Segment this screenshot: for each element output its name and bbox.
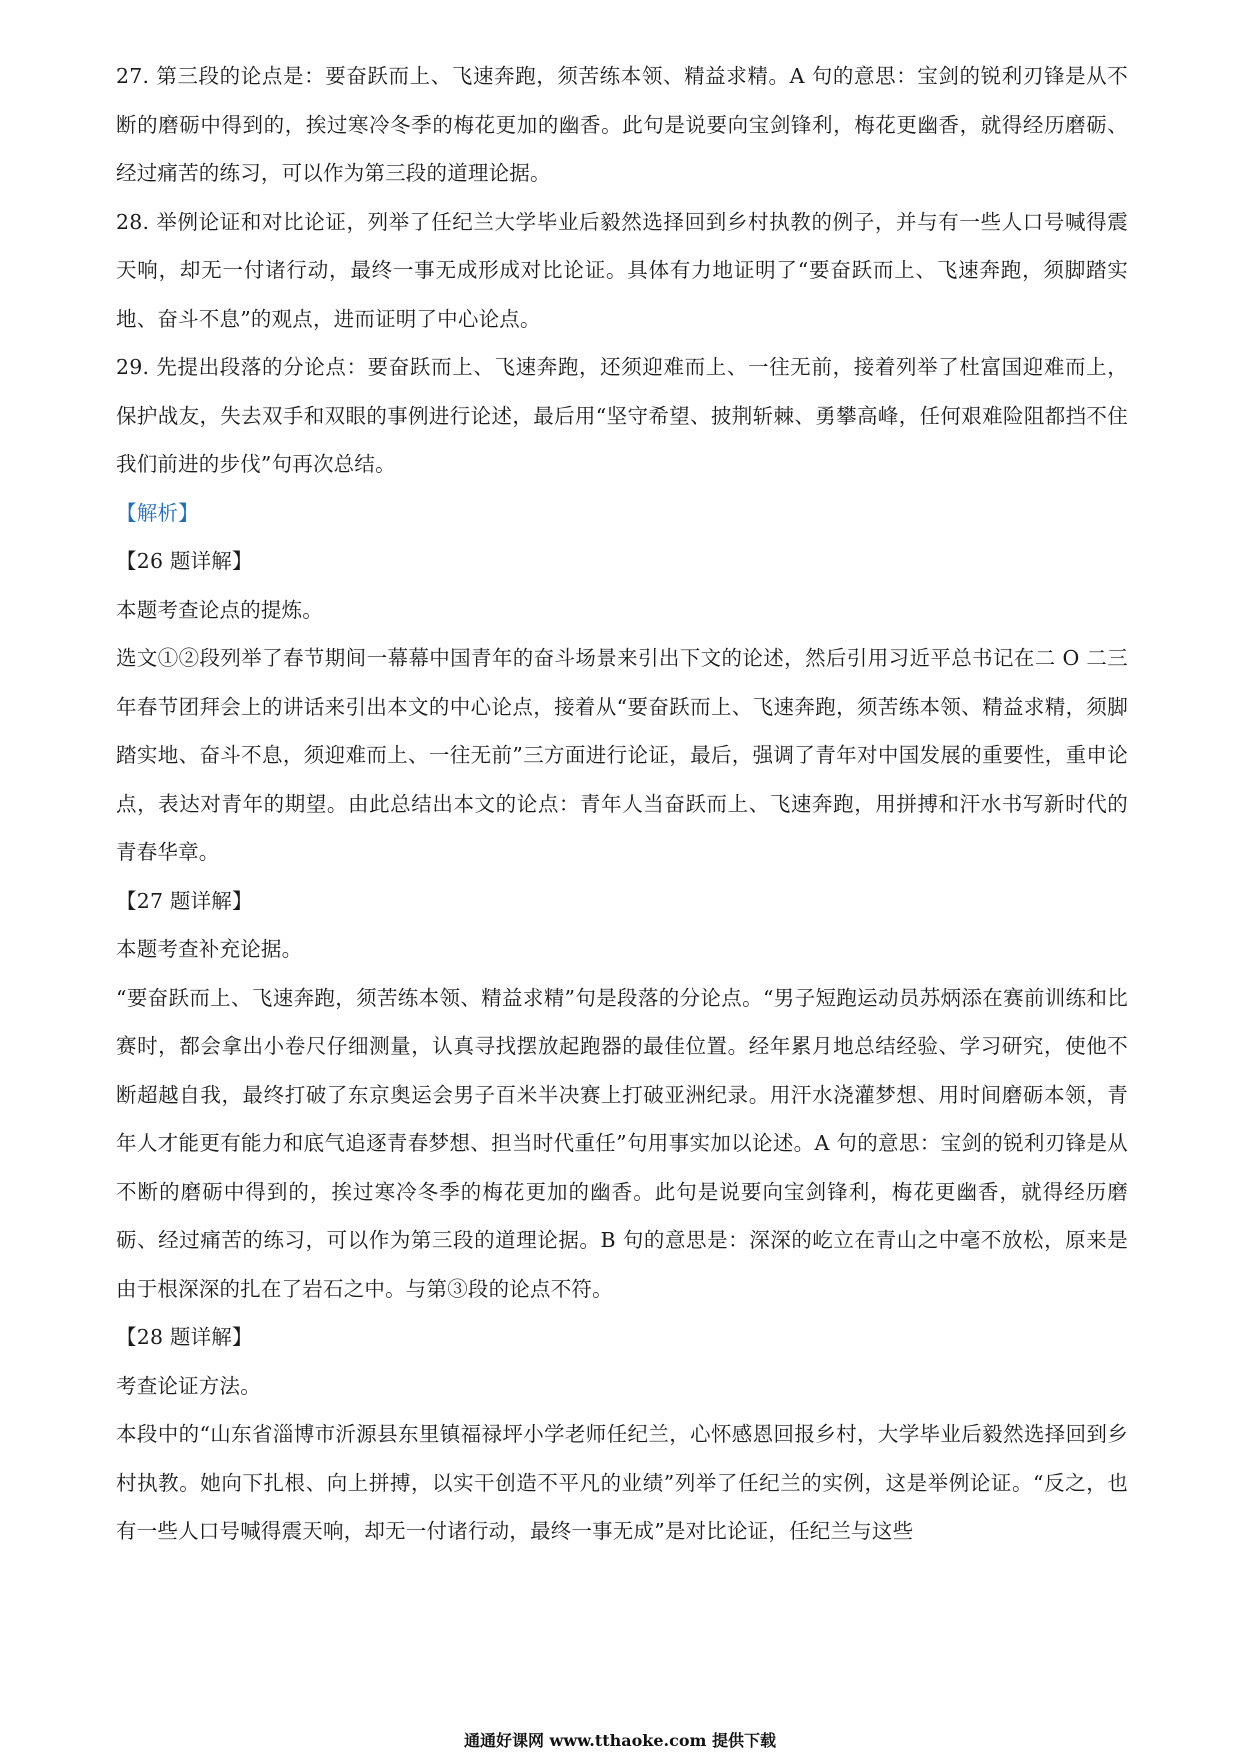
detail-26-body: 选文①②段列举了春节期间一幕幕中国青年的奋斗场景来引出下文的论述，然后引用习近平总书记在二 O 二三年春节团拜会上的讲话来引出本文的中心论点，接着从“要奋跃而上、飞速奔跑，须苦练本领、精益求精，须脚踏实地、奋斗不息，须迎难而上、一往无前”三方面进行论证，最后，强调了青年对中国发展的重要性，重申论点，表达对青年的期望。由此总结出本文的论点：青年人当奋跃而上、飞速奔跑，用拼搏和汗水书写新时代的青春华章。	[116, 646, 1128, 864]
detail-27-topic: 本题考查补充论据。	[116, 937, 303, 961]
analysis-heading: 【解析】	[116, 500, 199, 525]
answer-27: 27. 第三段的论点是：要奋跃而上、飞速奔跑，须苦练本领、精益求精。A 句的意思：宝剑的锐利刃锋是从不断的磨砺中得到的，挨过寒冷冬季的梅花更加的幽香。此句是说要向宝剑锋利，梅花更幽香，就得经历磨砺、经过痛苦的练习，可以作为第三段的道理论据。	[116, 64, 1128, 185]
detail-26-heading: 【26 题详解】	[116, 549, 253, 573]
detail-28-topic: 考查论证方法。	[116, 1373, 261, 1398]
page-footer: 通通好课网 www.tthaoke.com 提供下载	[463, 1731, 777, 1750]
detail-27-body: “要奋跃而上、飞速奔跑，须苦练本领、精益求精”句是段落的分论点。“男子短跑运动员苏炳添在赛前训练和比赛时，都会拿出小卷尺仔细测量，认真寻找摆放起跑器的最佳位置。经年累月地总结经验、学习研究，使他不断超越自我，最终打破了东京奥运会男子百米半决赛上打破亚洲纪录。用汗水浇灌梦想、用时间磨砺本领，青年人才能更有能力和底气追逐青春梦想、担当时代重任”句用事实加以论述。A 句的意思：宝剑的锐利刃锋是从不断的磨砺中得到的，挨过寒冷冬季的梅花更加的幽香。此句是说要向宝剑锋利，梅花更幽香，就得经历磨砺、经过痛苦的练习，可以作为第三段的道理论据。B 句的意思是：深深的屹立在青山之中毫不放松，原来是由于根深深的扎在了岩石之中。与第③段的论点不符。	[116, 985, 1128, 1301]
detail-28-body: 本段中的“山东省淄博市沂源县东里镇福禄坪小学老师任纪兰，心怀感恩回报乡村，大学毕业后毅然选择回到乡村执教。她向下扎根、向上拼搏，以实干创造不平凡的业绩”列举了任纪兰的实例，这是举例论证。“反之，也有一些人口号喊得震天响，却无一付诸行动，最终一事无成”是对比论证，任纪兰与这些	[116, 1422, 1128, 1543]
document-body	[116, 52, 1128, 1556]
detail-26-topic: 本题考查论点的提炼。	[116, 597, 323, 622]
answer-29: 29. 先提出段落的分论点：要奋跃而上、飞速奔跑，还须迎难而上、一往无前，接着列举了杜富国迎难而上，保护战友，失去双手和双眼的事例进行论述，最后用“坚守希望、披荆斩棘、勇攀高峰，任何艰难险阻都挡不住我们前进的步伐”句再次总结。	[116, 355, 1128, 476]
detail-28-heading: 【28 题详解】	[116, 1325, 253, 1349]
answer-28: 28. 举例论证和对比论证，列举了任纪兰大学毕业后毅然选择回到乡村执教的例子，并与有一些人口号喊得震天响，却无一付诸行动，最终一事无成形成对比论证。具体有力地证明了“要奋跃而上、飞速奔跑，须脚踏实地、奋斗不息”的观点，进而证明了中心论点。	[116, 209, 1128, 331]
detail-27-heading: 【27 题详解】	[116, 888, 253, 913]
